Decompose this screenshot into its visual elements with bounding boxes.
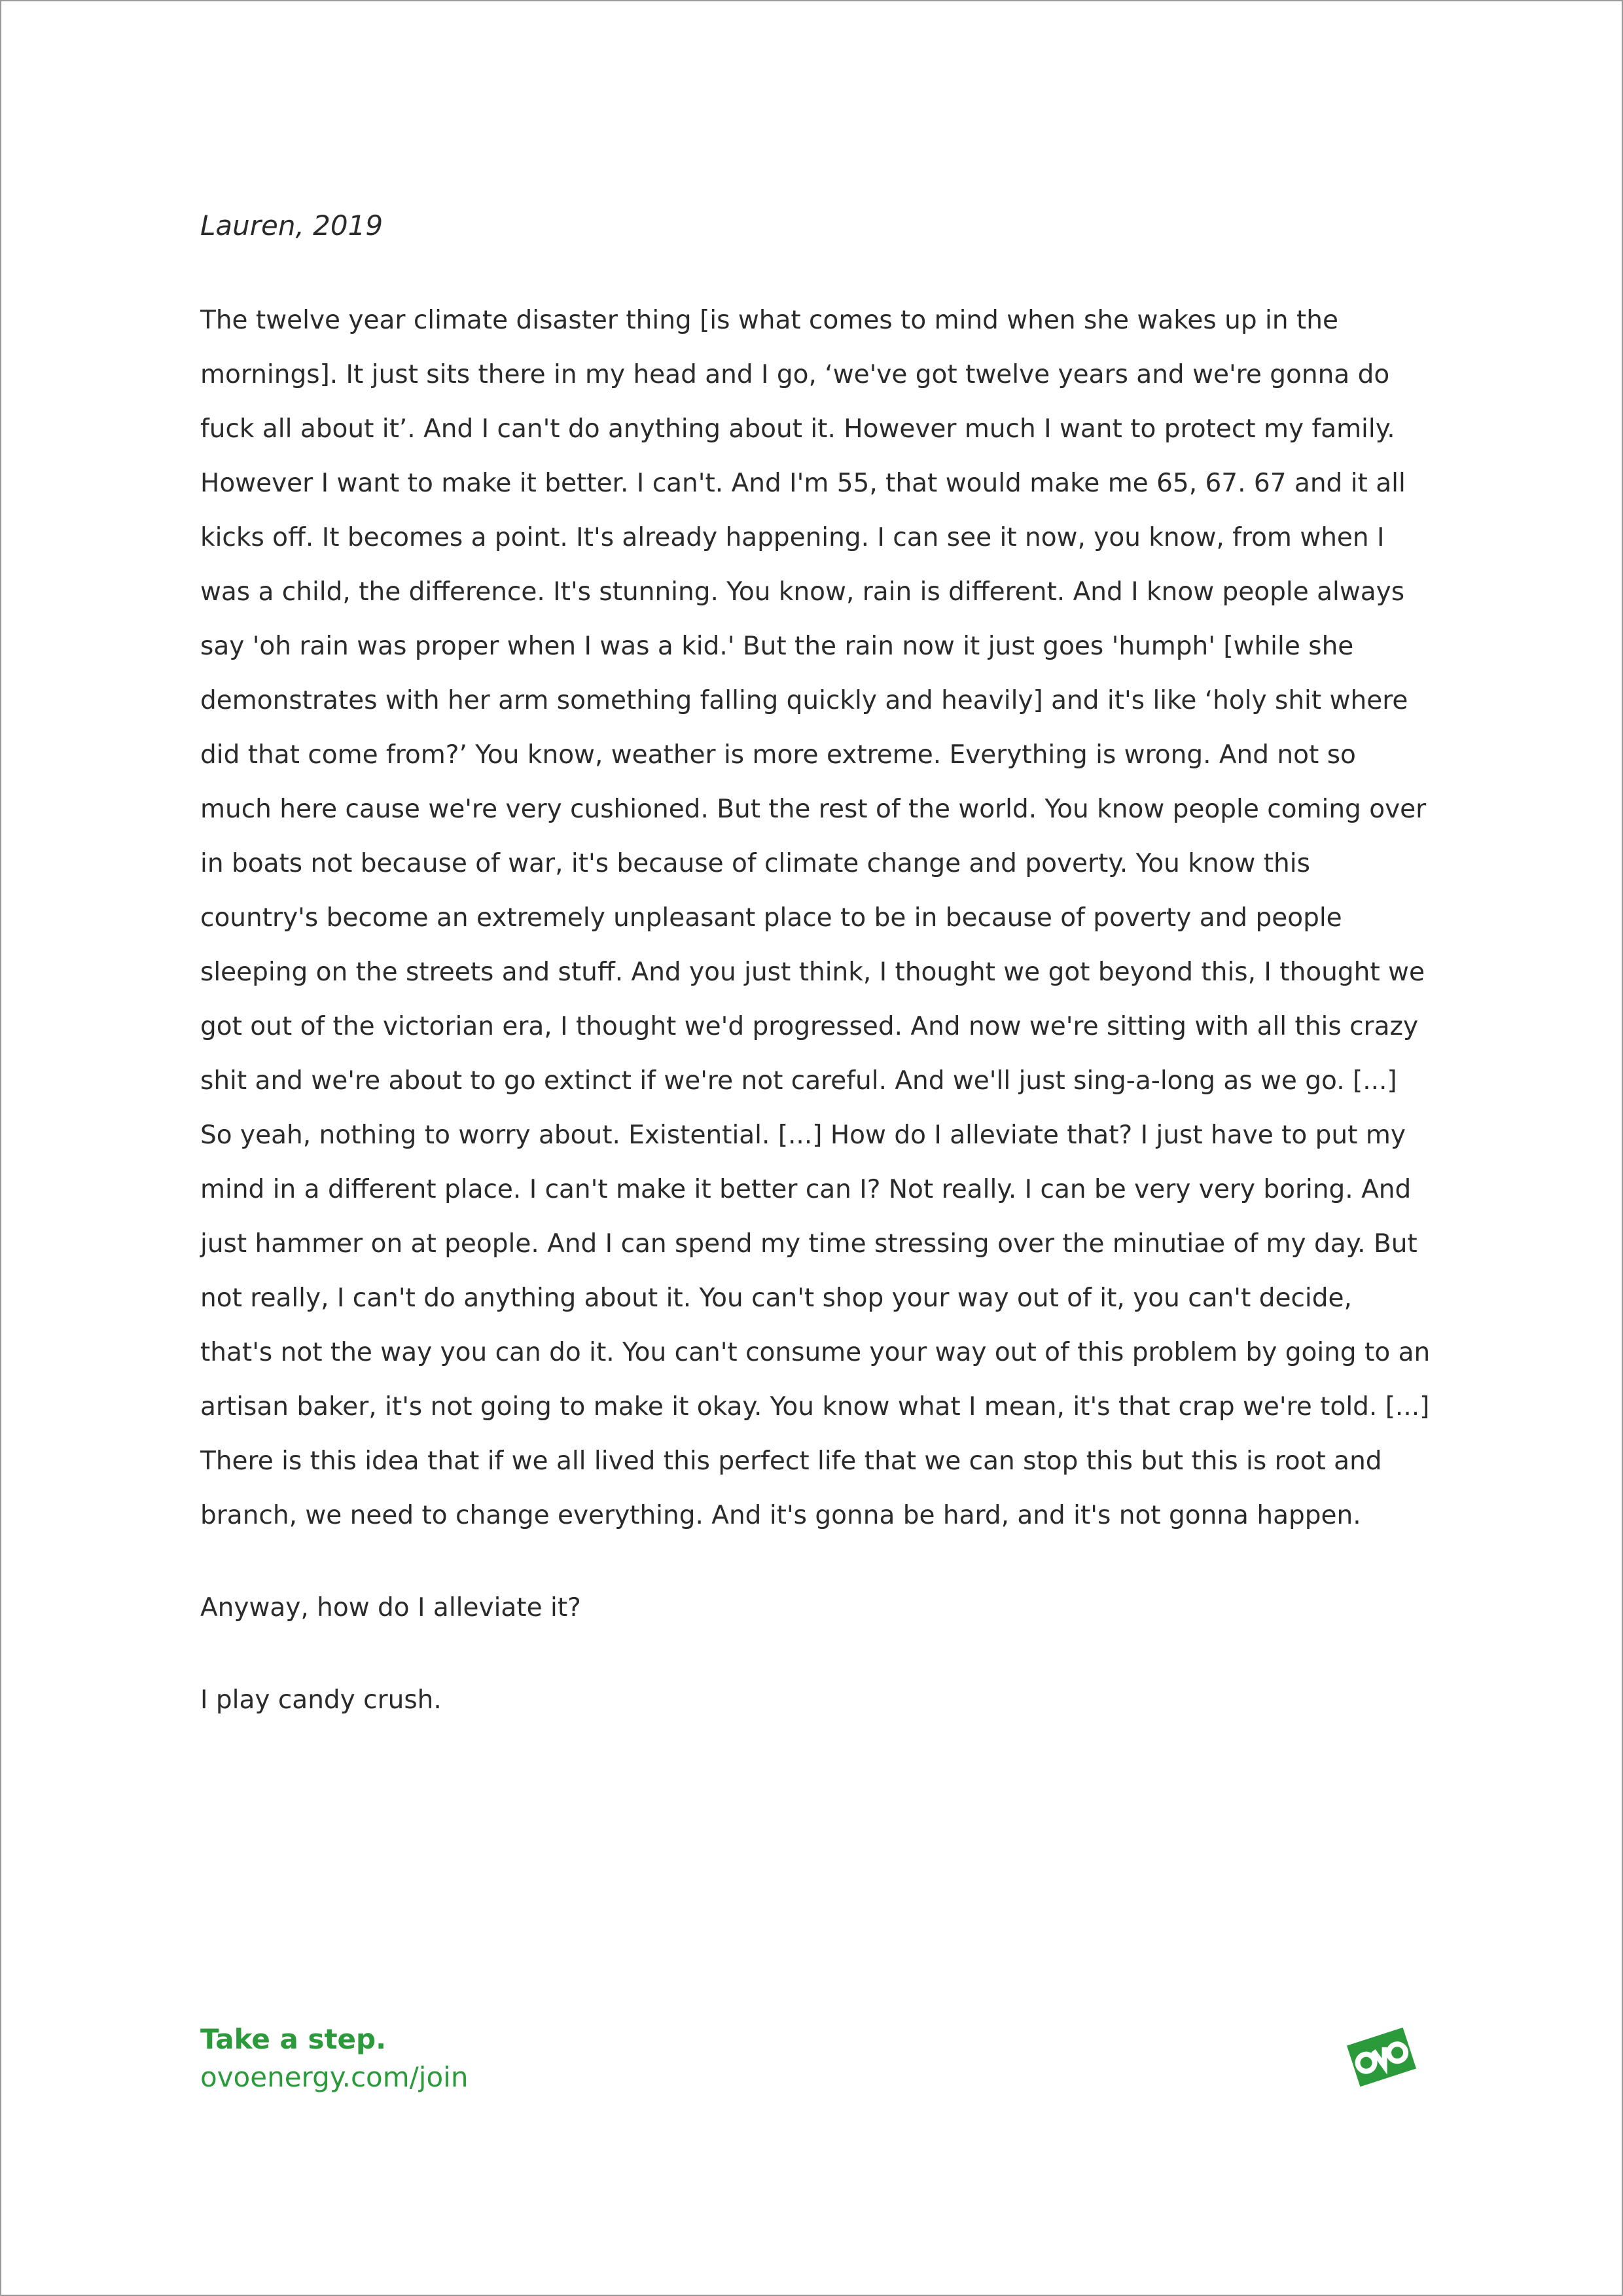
paragraph-answer: I play candy crush. (200, 1685, 442, 1715)
join-link[interactable]: ovoenergy.com/join (200, 2061, 469, 2093)
ovo-logo-graphic (1346, 2021, 1418, 2093)
letter-body (200, 207, 1431, 1765)
paragraph-main: The twelve year climate disaster thing [is what comes to mind when she wakes up in the mornings]. It just sits there in my head and I go, ‘we've got twelve years and we're gonna do fuck all about it’. And I can't do anything about it. However much I want to protect my family. However I want to make it better. I can't. And I'm 55, that would make me 65, 67. 67 and it all kicks off. It becomes a point. It's already happening. I can see it now, you know, from when I was a child, the difference. It's stunning. You know, rain is different. And I know people always say 'oh rain was proper when I was a kid.' But the rain now it just goes 'humph' [while she demonstrates with her arm something falling quickly and heavily] and it's like ‘holy shit where did that come from?’ You know, weather is more extreme. Everything is wrong. And not so much here cause we're very cushioned. But the rest of the world. You know people coming over in boats not because of war, it's because of climate change and poverty. You know this country's become an extremely unpleasant place to be in because of poverty and people sleeping on the streets and stuff. And you just think, I thought we got beyond this, I thought we got out of the victorian era, I thought we'd progressed. And now we're sitting with all this crazy shit and we're about to go extinct if we're not careful. And we'll just sing-a-long as we go. [...] So yeah, nothing to worry about. Existential. [...] How do I alleviate that? I just have to put my mind in a different place. I can't make it better can I? Not really. I can be very very boring. And just hammer on at people. And I can spend my time stressing over the minutiae of my day. But not really, I can't do anything about it. You can't shop your way out of it, you can't decide, that's not the way you can do it. You can't consume your way out of this problem by going to an artisan baker, it's not going to make it okay. You know what I mean, it's that crap we're told. [...] There is this idea that if we all lived this perfect life that we can stop this but this is root and branch, we need to change everything. And it's gonna be hard, and it's not gonna happen. (200, 306, 1431, 1530)
ovo-logo-icon (1346, 2021, 1418, 2093)
paragraph-question: Anyway, how do I alleviate it? (200, 1593, 581, 1623)
attribution: Lauren, 2019 (200, 209, 383, 242)
footer (200, 2021, 1431, 2113)
tagline: Take a step. (200, 2023, 387, 2055)
